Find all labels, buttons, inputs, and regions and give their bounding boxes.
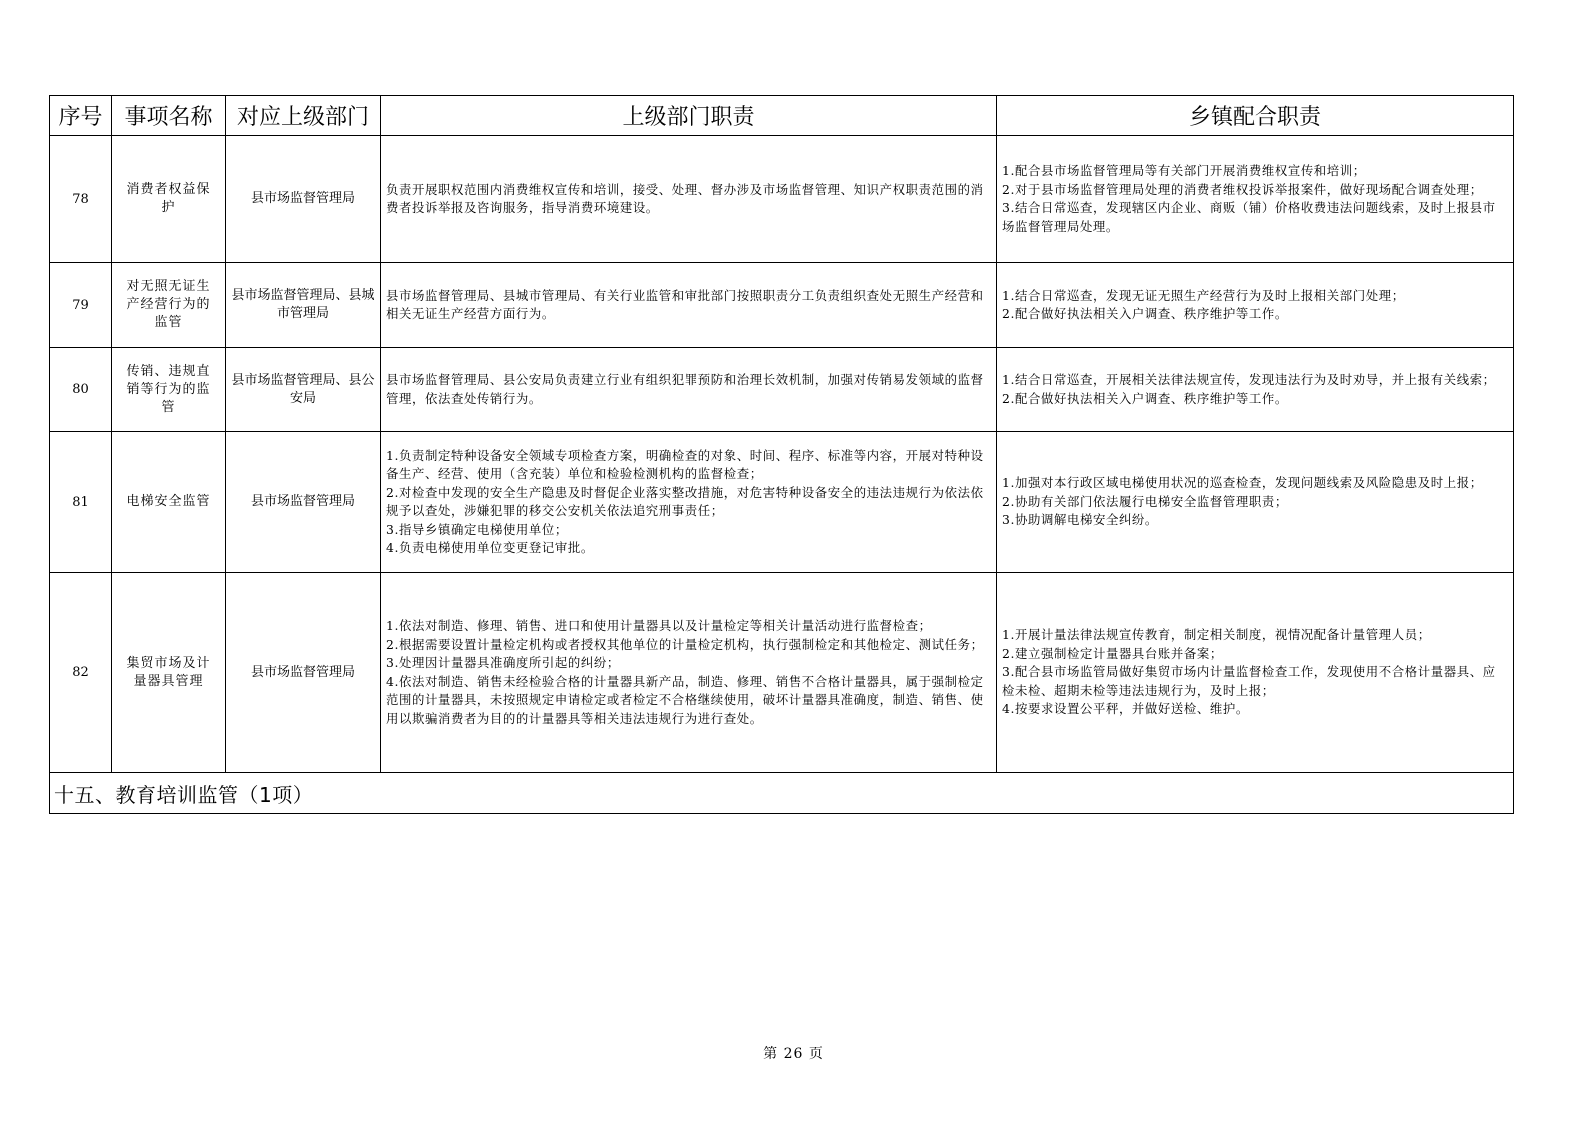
cell-upper-department: 县市场监督管理局 [226, 573, 381, 773]
table-row [50, 136, 1514, 263]
cell-upper-department: 县市场监督管理局 [226, 136, 381, 263]
cell-item-name: 对无照无证生产经营行为的监管 [112, 263, 226, 348]
cell-upper-department: 县市场监督管理局、县公安局 [226, 348, 381, 432]
page-number: 第 26 页 [763, 1046, 824, 1062]
duty-line: 3.结合日常巡查，发现辖区内企业、商贩（铺）价格收费违法问题线索，及时上报县市场监督管理局处理。 [1002, 200, 1496, 234]
cell-serial-number: 82 [50, 573, 112, 773]
duty-line: 1.加强对本行政区域电梯使用状况的巡查检查，发现问题线索及风险隐患及时上报； [1002, 475, 1483, 491]
cell-upper-duty [381, 348, 997, 432]
duty-line: 县市场监督管理局、县公安局负责建立行业有组织犯罪预防和治理长效机制，加强对传销易发领域的监督管理，依法查处传销行为。 [386, 372, 984, 406]
section-title: 十五、教育培训监管（1项） [50, 773, 1514, 814]
duty-line: 3.指导乡镇确定电梯使用单位； [386, 521, 568, 537]
duty-line: 4.按要求设置公平秤，并做好送检、维护。 [1002, 701, 1249, 717]
cell-upper-department: 县市场监督管理局、县城市管理局 [226, 263, 381, 348]
section-header-row [50, 773, 1514, 814]
duty-line: 2.协助有关部门依法履行电梯安全监督管理职责； [1002, 493, 1288, 509]
duty-line: 负责开展职权范围内消费维权宣传和培训，接受、处理、督办涉及市场监督管理、知识产权职责范围的消费者投诉举报及咨询服务，指导消费环境建设。 [386, 181, 984, 215]
header-town-duty: 乡镇配合职责 [997, 96, 1514, 136]
cell-town-duty [997, 573, 1514, 773]
duty-line: 1.结合日常巡查，发现无证无照生产经营行为及时上报相关部门处理； [1002, 287, 1405, 303]
duty-line: 2.建立强制检定计量器具台账并备案； [1002, 645, 1223, 661]
cell-upper-duty [381, 573, 997, 773]
cell-town-duty [997, 348, 1514, 432]
cell-upper-department: 县市场监督管理局 [226, 432, 381, 573]
cell-upper-duty [381, 136, 997, 263]
cell-serial-number: 80 [50, 348, 112, 432]
duty-line: 1.负责制定特种设备安全领域专项检查方案，明确检查的对象、时间、程序、标准等内容，开展对特种设备生产、经营、使用（含充装）单位和检验检测机构的监督检查； [386, 447, 984, 481]
cell-item-name: 消费者权益保护 [112, 136, 226, 263]
duty-line: 3.协助调解电梯安全纠纷。 [1002, 512, 1158, 528]
cell-serial-number: 81 [50, 432, 112, 573]
duty-line: 2.配合做好执法相关入户调查、秩序维护等工作。 [1002, 306, 1288, 321]
table-row [50, 263, 1514, 348]
duty-line: 1.依法对制造、修理、销售、进口和使用计量器具以及计量检定等相关计量活动进行监督检查； [386, 618, 932, 633]
header-upper-duty: 上级部门职责 [381, 96, 997, 136]
table-row [50, 348, 1514, 432]
header-serial-number: 序号 [50, 96, 112, 136]
duty-line: 3.处理因计量器具准确度所引起的纠纷； [386, 655, 620, 670]
cell-upper-duty [381, 432, 997, 573]
duty-table [49, 95, 1514, 814]
cell-serial-number: 79 [50, 263, 112, 348]
cell-item-name: 集贸市场及计量器具管理 [112, 573, 226, 773]
duty-line: 2.对检查中发现的安全生产隐患及时督促企业落实整改措施，对危害特种设备安全的违法违规行为依法依规予以查处，涉嫌犯罪的移交公安机关依法追究刑事责任； [386, 484, 984, 518]
duty-line: 2.对于县市场监督管理局处理的消费者维权投诉举报案件，做好现场配合调查处理； [1002, 181, 1483, 197]
table-row [50, 432, 1514, 573]
duty-line: 1.开展计量法律法规宣传教育，制定相关制度，视情况配备计量管理人员； [1002, 627, 1431, 643]
header-item-name: 事项名称 [112, 96, 226, 136]
cell-item-name: 传销、违规直销等行为的监管 [112, 348, 226, 432]
cell-town-duty [997, 432, 1514, 573]
duty-line: 3.配合县市场监管局做好集贸市场内计量监督检查工作，发现使用不合格计量器具、应检未检、超期未检等违法违规行为，及时上报； [1002, 664, 1496, 698]
duty-line: 2.配合做好执法相关入户调查、秩序维护等工作。 [1002, 390, 1288, 406]
cell-upper-duty [381, 263, 997, 348]
cell-town-duty [997, 136, 1514, 263]
duty-line: 4.负责电梯使用单位变更登记审批。 [386, 540, 594, 555]
table-row [50, 573, 1514, 773]
cell-item-name: 电梯安全监管 [112, 432, 226, 573]
duty-line: 1.结合日常巡查，开展相关法律法规宣传，发现违法行为及时劝导，并上报有关线索； [1002, 372, 1496, 387]
cell-town-duty [997, 263, 1514, 348]
header-upper-department: 对应上级部门 [226, 96, 381, 136]
duty-line: 2.根据需要设置计量检定机构或者授权其他单位的计量检定机构，执行强制检定和其他检定、测试任务； [386, 636, 984, 652]
duty-line: 4.依法对制造、销售未经检验合格的计量器具新产品，制造、修理、销售不合格计量器具，属于强制检定范围的计量器具，未按照规定申请检定或者检定不合格继续使用，破坏计量器具准确度，制造、销售、使用以欺骗消费者为目的的计量器具等相关违法违规行为进行查处。 [386, 673, 984, 726]
duty-line: 县市场监督管理局、县城市管理局、有关行业监管和审批部门按照职责分工负责组织查处无照生产经营和相关无证生产经营方面行为。 [386, 287, 984, 321]
cell-serial-number: 78 [50, 136, 112, 263]
duty-line: 1.配合县市场监督管理局等有关部门开展消费维权宣传和培训； [1002, 163, 1366, 178]
table-header-row [50, 96, 1514, 136]
